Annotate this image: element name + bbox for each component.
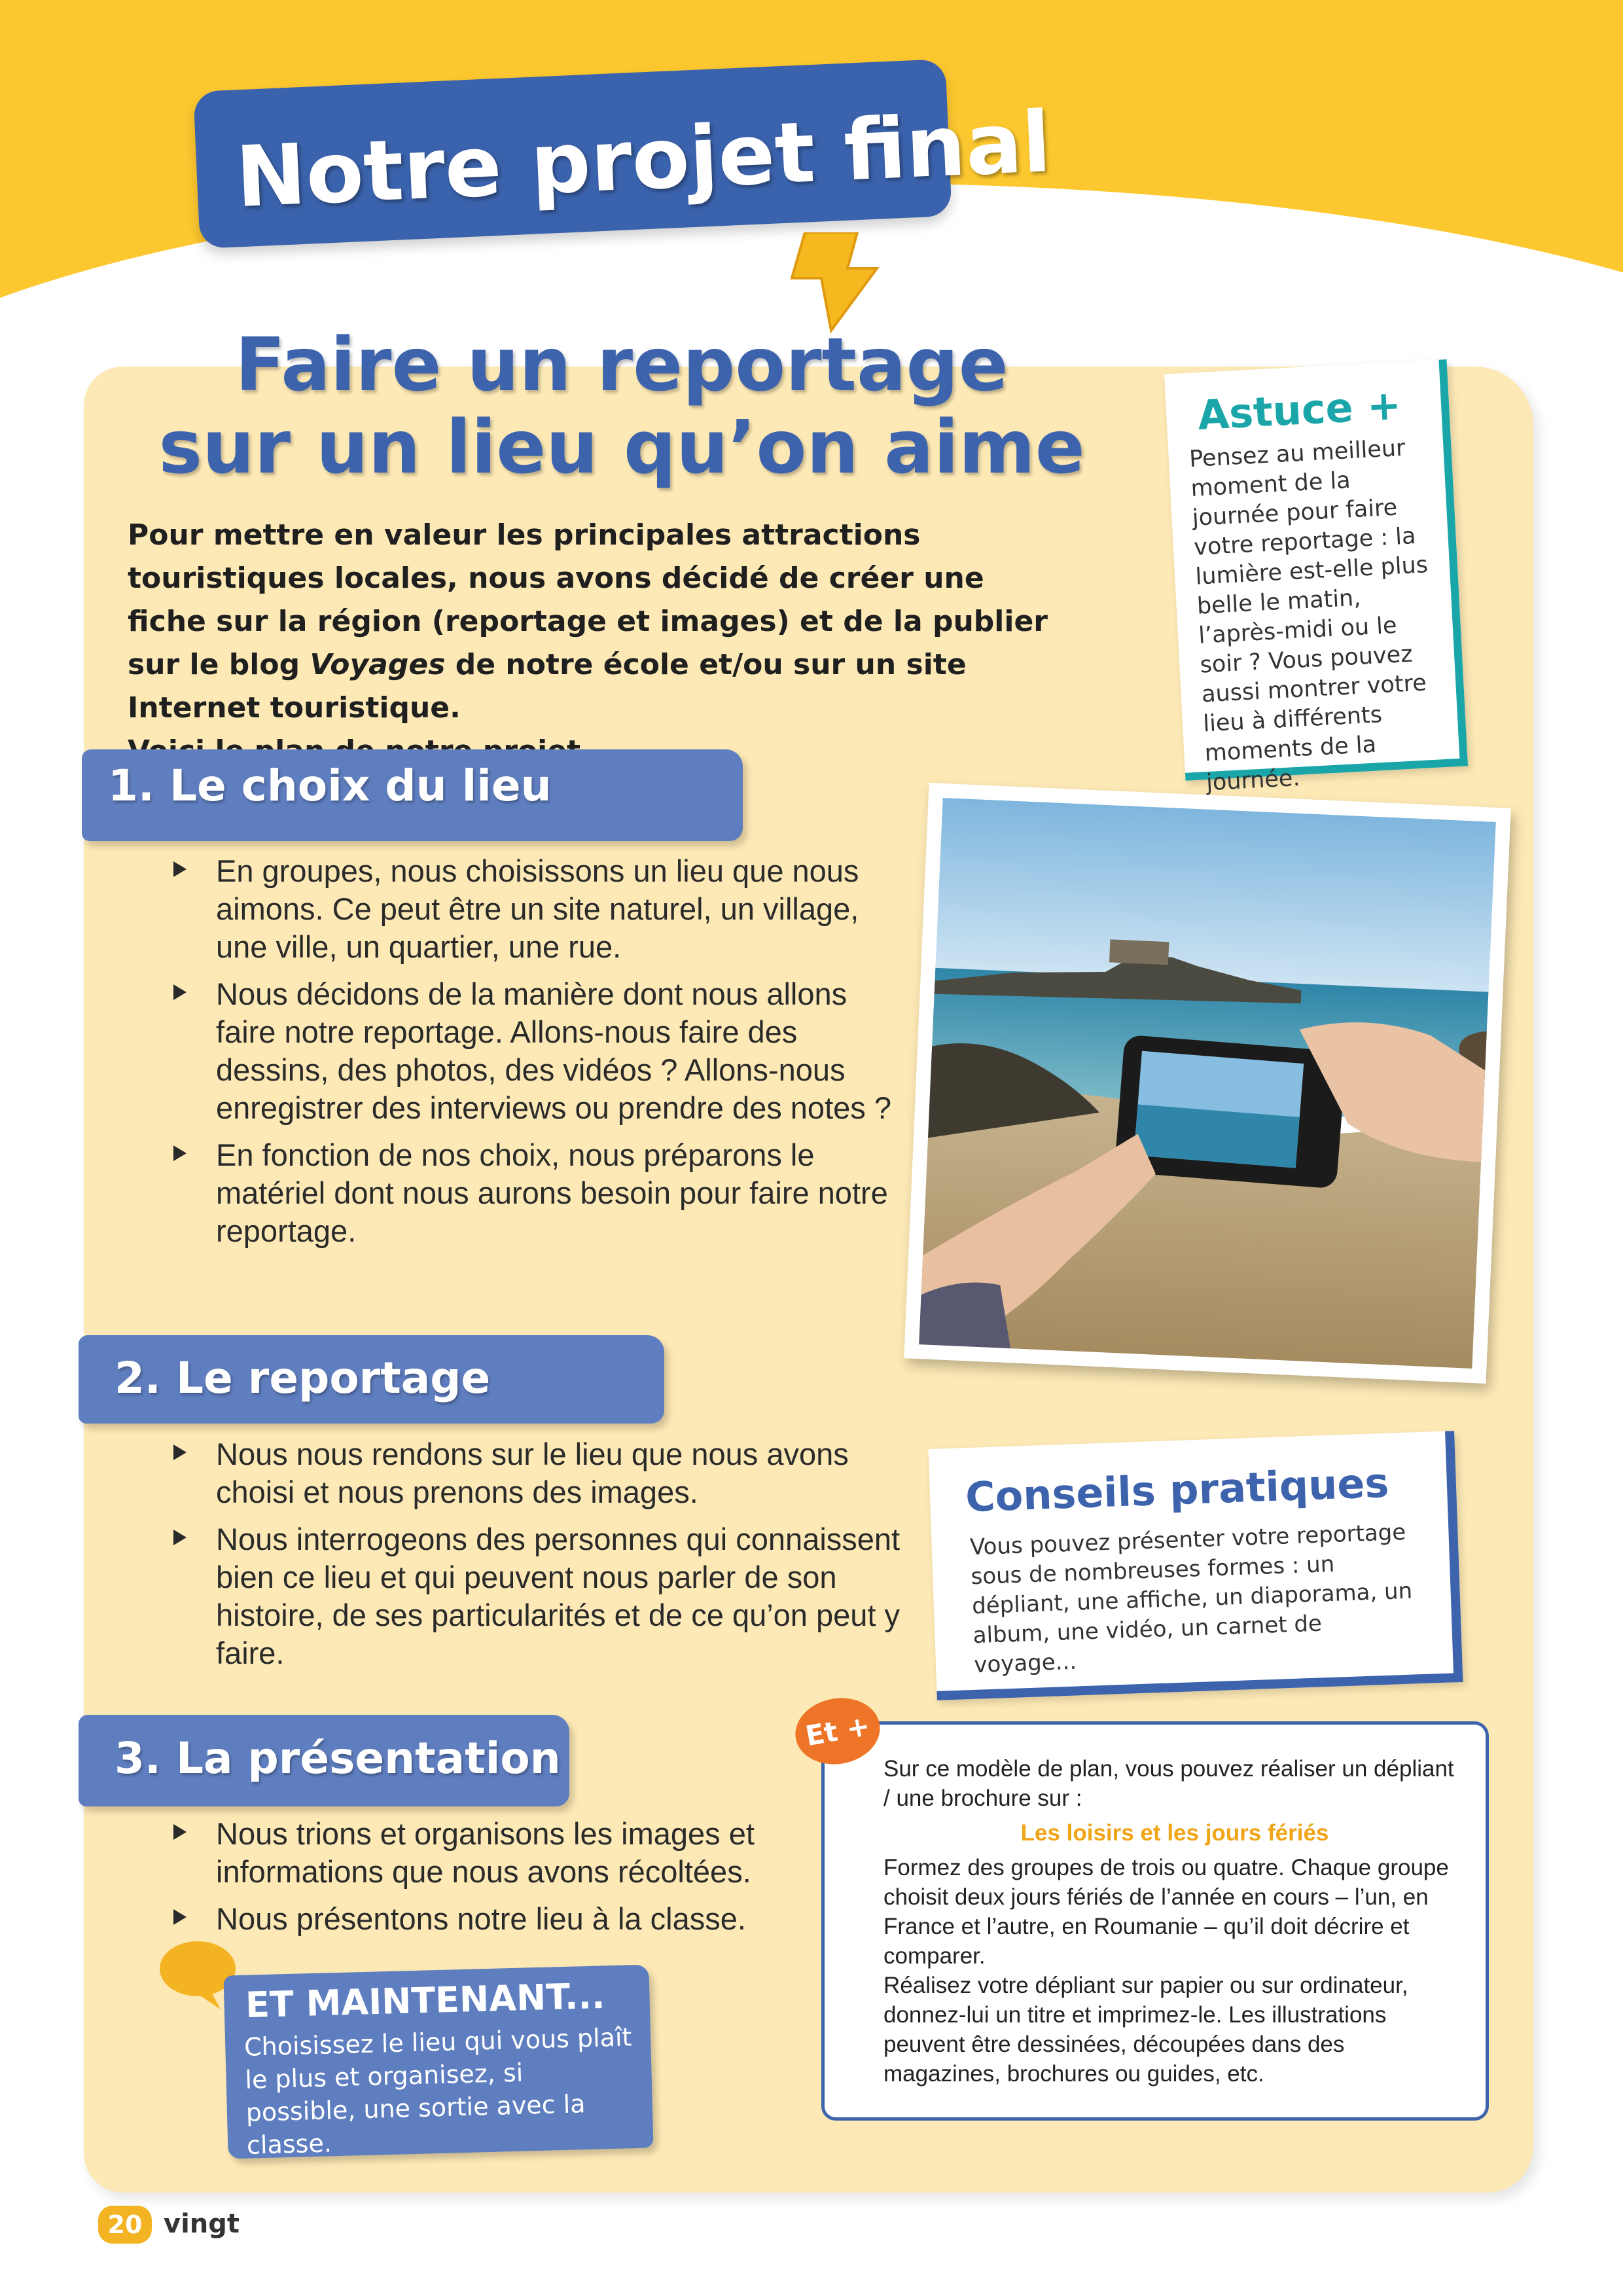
list-item bbox=[173, 1136, 906, 1250]
et-plus-intro: Sur ce modèle de plan, vous pouvez réaliser un dépliant / une brochure sur : bbox=[883, 1756, 1454, 1811]
section-list-2 bbox=[173, 1435, 906, 1681]
list-item bbox=[173, 1435, 906, 1511]
bullet-triangle-icon bbox=[173, 1909, 187, 1925]
main-heading-line2: sur un lieu qu’on aime bbox=[158, 405, 1085, 490]
section-list-1 bbox=[173, 852, 906, 1259]
section-title-2: 2. Le reportage bbox=[115, 1353, 491, 1403]
list-item-text: Nous trions et organisons les images et informations que nous avons récoltées. bbox=[216, 1816, 755, 1889]
et-plus-badge: Et + bbox=[790, 1691, 885, 1770]
list-item-text: Nous interrogeons des personnes qui connaissent bien ce lieu et qui peuvent nous parler de son histoire, de ses particularités et de ce qu’on peut y faire. bbox=[216, 1522, 901, 1670]
list-item-text: En fonction de nos choix, nous préparons le matériel dont nous aurons besoin pour faire notre reportage. bbox=[216, 1138, 888, 1248]
section-title-1: 1. Le choix du lieu bbox=[108, 761, 552, 811]
intro-text-2: de notre école et/ou sur un site Internet touristique. bbox=[128, 648, 967, 725]
bullet-triangle-icon bbox=[173, 1145, 187, 1161]
intro-paragraph bbox=[128, 514, 1070, 773]
list-item bbox=[173, 1520, 906, 1672]
et-maintenant-title: ET MAINTENANT... bbox=[245, 1975, 606, 2026]
section-list-3 bbox=[173, 1815, 906, 1947]
section-title-3: 3. La présentation bbox=[115, 1733, 561, 1784]
bullet-triangle-icon bbox=[173, 1444, 187, 1460]
list-item-text: Nous nous rendons sur le lieu que nous avons choisi et nous prenons des images. bbox=[216, 1437, 849, 1509]
list-item-text: Nous décidons de la manière dont nous allons faire notre reportage. Allons-nous faire des dessins, des photos, des vidéos ? Allons-nous enregistrer des interviews ou prendre des notes ? bbox=[216, 977, 891, 1125]
main-heading bbox=[131, 324, 1113, 489]
list-item bbox=[173, 1900, 906, 1938]
et-plus-subtitle: Les loisirs et les jours fériés bbox=[1020, 1820, 1329, 1846]
list-item bbox=[173, 852, 906, 966]
banner-title: Notre projet final bbox=[234, 93, 1053, 227]
et-maintenant-text: Choisissez le lieu qui vous plaît le plus et organisez, si possible, une sortie avec la classe. bbox=[243, 2022, 632, 2160]
bullet-triangle-icon bbox=[173, 984, 187, 1000]
conseils-title: Conseils pratiques bbox=[964, 1458, 1390, 1522]
beach-photo-image bbox=[919, 798, 1496, 1369]
conseils-text: Vous pouvez présenter votre reportage sous de nombreuses formes : un dépliant, une affiche, un diaporama, un album, une vidéo, un carnet de voyage... bbox=[969, 1519, 1413, 1679]
bullet-triangle-icon bbox=[173, 861, 187, 877]
list-item bbox=[173, 1815, 906, 1891]
bullet-triangle-icon bbox=[173, 1530, 187, 1545]
intro-text-1: Pour mettre en valeur les principales attractions touristiques locales, nous avons décidé de créer une fiche sur la région (reportage et images) et de la publier sur le blog bbox=[128, 518, 1048, 681]
list-item-text: En groupes, nous choisissons un lieu que nous aimons. Ce peut être un site naturel, un village, une ville, un quartier, une rue. bbox=[216, 853, 859, 964]
list-item bbox=[173, 975, 906, 1127]
astuce-text: Pensez au meilleur moment de la journée pour faire votre reportage : la lumière est-elle plus belle le matin, l’après-midi ou le soir ? Vous pouvez aussi montrer votre lieu à différents moments de la journée. bbox=[1188, 435, 1429, 797]
astuce-title: Astuce + bbox=[1196, 380, 1402, 440]
et-plus-paragraph-1: Formez des groupes de trois ou quatre. Chaque groupe choisit deux jours fériés de l’année en cours – l’un, en France et l’autre, en Roumanie – qu’il doit décrire et comparer. bbox=[883, 1855, 1449, 1969]
arrow-down-icon bbox=[785, 232, 890, 337]
et-plus-text bbox=[883, 1754, 1466, 2089]
page-number-word: vingt bbox=[164, 2209, 240, 2239]
main-heading-line1: Faire un reportage bbox=[235, 323, 1008, 408]
page-number: 20 bbox=[98, 2206, 152, 2244]
et-plus-paragraph-2: Réalisez votre dépliant sur papier ou sur ordinateur, donnez-lui un titre et imprimez-le. Les illustrations peuvent être dessinées, découpées dans des magazines, brochures ou guides, etc. bbox=[883, 1973, 1408, 2087]
intro-blog-name: Voyages bbox=[310, 648, 446, 681]
bullet-triangle-icon bbox=[173, 1824, 187, 1840]
photo-frame bbox=[904, 783, 1511, 1384]
list-item-text: Nous présentons notre lieu à la classe. bbox=[216, 1901, 746, 1936]
